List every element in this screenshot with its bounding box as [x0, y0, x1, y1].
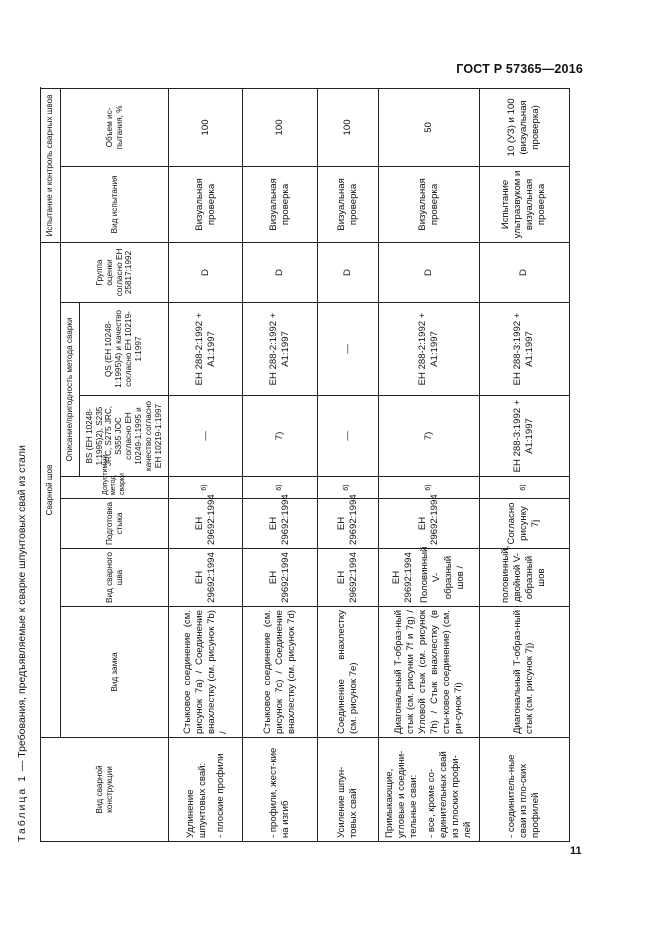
cell-qs: ЕН 288-2:1992 + А1:1997 [169, 303, 243, 396]
cell-qs: ЕН 288-2:1992 + А1:1997 [379, 303, 480, 396]
cell-grade: D [479, 242, 569, 302]
table-row [317, 88, 379, 841]
col-header-qs: QS (ЕН 10248-1:1995)4) и качество согласно ЕН 10219-1:1997 [80, 303, 169, 396]
cell-grade: D [317, 242, 379, 302]
table-caption [16, 445, 28, 842]
cell-volume: 100 [169, 88, 243, 166]
cell-bs: — [317, 396, 379, 477]
cell-joint: Соединение внахлестку (см. рисунок 7e) [317, 607, 379, 738]
group-header-weld: Сварной шов [41, 242, 61, 737]
col-header-prep: Подготовка стыка [61, 499, 169, 549]
cell-seam: ЕН 29692:1994 Половинный V-образный шов / [379, 549, 480, 607]
cell-method: 6) [379, 477, 480, 499]
table-row [243, 88, 317, 841]
rotated-table-area [16, 82, 576, 842]
col-header-test-type: Вид испытания [61, 166, 169, 242]
cell-seam: ЕН 29692:1994 [317, 549, 379, 607]
cell-volume: 10 (УЗ) и 100 (визуальная проверка) [479, 88, 569, 166]
cell-volume: 100 [317, 88, 379, 166]
cell-qs: — [317, 303, 379, 396]
cell-volume: 50 [379, 88, 480, 166]
page-number: 11 [570, 845, 582, 857]
cell-joint: Диагональный Т-образ-ный стык (см. рисунок 7j) [479, 607, 569, 738]
cell-method: 6) [479, 477, 569, 499]
col-header-desc-group: Описание/пригодность метода сварки [61, 303, 80, 477]
cell-test-type: Визуальная проверка [169, 166, 243, 242]
cell-seam: половинный, двойной V-образный шов [479, 549, 569, 607]
col-header-grade: Группа оценки согласно ЕН 25817:1992 [61, 242, 169, 302]
cell-joint: Стыковое соединение (см. рисунок 7c) / Соединение внахлестку (см. рисунок 7d) [243, 607, 317, 738]
cell-method: 6) [243, 477, 317, 499]
col-header-bs: BS (ЕН 10248-1:1995)2), S235 JRC, S275 JRC, S355 JOC согласно ЕН 10249-1:1995 и качество согласно ЕН 10219-1:1997 [80, 396, 169, 477]
requirements-table [40, 88, 570, 842]
cell-test-type: Визуальная проверка [243, 166, 317, 242]
cell-test-type: Визуальная проверка [379, 166, 480, 242]
cell-prep: ЕН 29692:1994 [169, 499, 243, 549]
cell-grade: D [379, 242, 480, 302]
cell-test-type: Испытание ультразвуком и визуальная проверка [479, 166, 569, 242]
cell-construction: - профили, жест-кие на изгиб [243, 738, 317, 842]
cell-prep: ЕН 29692:1994 [379, 499, 480, 549]
table-row [479, 88, 569, 841]
cell-construction: - соединитель-ные сваи из пло-ских профилей [479, 738, 569, 842]
table-row [379, 88, 480, 841]
cell-bs: 7) [243, 396, 317, 477]
cell-seam: ЕН 29692:1994 [243, 549, 317, 607]
cell-grade: D [169, 242, 243, 302]
cell-method: 6) [169, 477, 243, 499]
col-header-volume: Объем ис-пытания, % [61, 88, 169, 166]
cell-qs: ЕН 288-2:1992 + А1:1997 [243, 303, 317, 396]
cell-volume: 100 [243, 88, 317, 166]
cell-joint: Стыковое соединение (см. рисунок 7a) / Соединение внахлестку (см. рисунок 7b) / [169, 607, 243, 738]
cell-grade: D [243, 242, 317, 302]
document-header: ГОСТ Р 57365—2016 [456, 62, 583, 76]
cell-construction: Удлинение шпунтовых свай: - плоские профили [169, 738, 243, 842]
table-caption-text: — Требования, предъявляемые к сварке шпунтовых свай из стали [16, 445, 28, 775]
col-header-method: Допустимый метод сварки [61, 477, 169, 499]
cell-bs: 7) [379, 396, 480, 477]
cell-construction: Усиление шпун-товых свай [317, 738, 379, 842]
group-header-testing: Испытание и контроль сварных швов [41, 88, 61, 242]
col-header-construction: Вид сварной конструкции [41, 738, 169, 842]
cell-method: 6) [317, 477, 379, 499]
table-caption-label: Таблица 1 [16, 774, 28, 842]
cell-qs: ЕН 288-3:1992 + А1:1997 [479, 303, 569, 396]
cell-prep: ЕН 29692:1994 [243, 499, 317, 549]
cell-bs: ЕН 288-3:1992 + А1:1997 [479, 396, 569, 477]
cell-bs: — [169, 396, 243, 477]
cell-construction: Примыкающие, угловые и соедини-тельные сваи: - все, кроме со-единительных свай из плоских профи-лей [379, 738, 480, 842]
cell-prep: Согласно рисунку 7j [479, 499, 569, 549]
col-header-seam: Вид сварного шва [61, 549, 169, 607]
cell-joint: Диагональный Т-образ-ный стык (см. рисунки 7f и 7g) / Угловой стык (см. рисунок 7h) / Стык внахлестку (в сты-ковое соединение) (см. ри-сунок 7i) [379, 607, 480, 738]
cell-seam: ЕН 29692:1994 [169, 549, 243, 607]
cell-test-type: Визуальная проверка [317, 166, 379, 242]
table-row [169, 88, 243, 841]
cell-prep: ЕН 29692:1994 [317, 499, 379, 549]
col-header-joint: Вид замка [61, 607, 169, 738]
